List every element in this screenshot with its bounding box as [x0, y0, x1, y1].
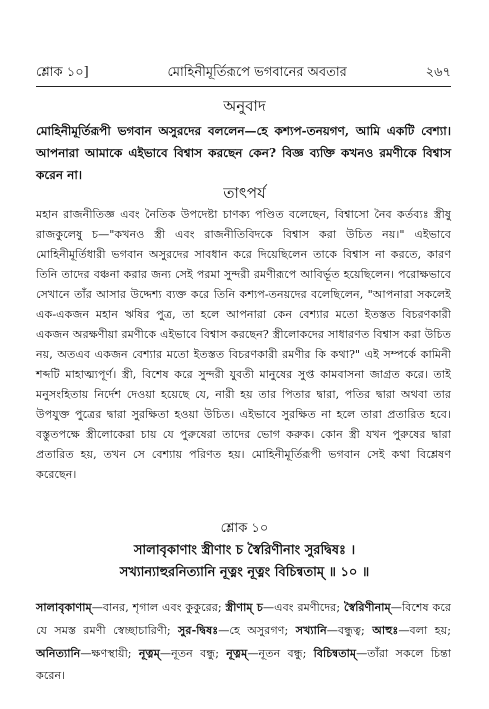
synonym-meaning: —এবং রমণীদের; [262, 601, 344, 614]
purport-text: মহান রাজনীতিজ্ঞ এবং নৈতিক উপদেষ্টা চাণক্য পণ্ডিত বলেছেন, বিশ্বাসো নৈব কর্তব্যঃ স্ত্রীষু রাজকুলেষু চ—"কখনও স্ত্রী এবং রাজনীতিবিদকে বিশ্বাস করা উচিত নয়।" এইভাবে মোহিনীমূর্তিধারী ভগবান অসুরদের সাবধান করে দিয়েছিলেন তাকে বিশ্বাস না করতে, কারণ তিনি তাদের বঞ্চনা করার জন্য সেই পরমা সুন্দরী রমণীরূপে আবির্ভূত হয়েছিলেন। পরোক্ষভাবে সেখানে তাঁর আসার উদ্দেশ্য ব্যক্ত করে তিনি কশ্যপ-তনয়দের বলেছিলেন, "আপনারা সকলেই এক-একজন মহান ঋষির পুত্র, তা হলে আপনারা কেন বেশ্যার মতো ইতস্তত বিচরণকারী একজন অরক্ষণীয়া রমণীকে এইভাবে বিশ্বাস করছেন? স্ত্রীলোকদের সাধারণত বিশ্বাস করা উচিত নয়, অতএব একজন বেশ্যার মতো ইতস্তত বিচরণকারী রমণীর কি কথা?" এই সম্পর্কে কামিনী শব্দটি মাহাত্ম্যপূর্ণ। স্ত্রী, বিশেষ করে সুন্দরী যুবতী মানুষের সুপ্ত কামবাসনা জাগ্রত করে। তাই মনুসংহিতায় নির্দেশ দেওয়া হয়েছে যে, নারী হয় তার পিতার দ্বারা, পতির দ্বারা অথবা তার উপযুক্ত পুত্রের দ্বারা সুরক্ষিতা হওয়া উচিত। এইভাবে সুরক্ষিত না হলে তারা প্রতারিত হবে। বস্তুতপক্ষে স্ত্রীলোকেরা চায় যে পুরুষেরা তাদের ভোগ করুক। কোন স্ত্রী যখন পুরুষের দ্বারা প্রতারিত হয়, তখন সে বেশ্যায় পরিণত হয়। মোহিনীমূর্তিরূপী ভগবান সেই কথা বিশ্লেষণ করেছেন। [36, 208, 451, 481]
synonym-term: আহুঃ [372, 623, 399, 637]
translation-heading: অনুবাদ [223, 97, 266, 115]
header-chapter-title: মোহিনীমূর্তিরূপে ভগবানের অবতার [167, 64, 347, 80]
synonym-meaning: —বিশেষ করে যে সমস্ত রমণী স্বেচ্ছাচারিণী; [36, 601, 451, 637]
verse-line-1: সালাবৃকাণাং স্ত্রীণাং চ স্বৈরিণীনাং সুরদ্বিষঃ । [133, 543, 356, 558]
synonym-meaning: —বন্ধুত্ব; [326, 624, 373, 637]
header-divider [36, 86, 451, 87]
header-verse-ref: শ্লোক ১০] [36, 64, 89, 80]
synonym-term: স্ত্রীণাম্ চ [225, 600, 263, 614]
synonym-term: নূত্নম্ [138, 646, 160, 660]
verse-line-2: সখ্যান্যাহুরনিত্যানি নূত্নং নূত্নং বিচিন্বতাম্ ॥ ১০ ॥ [119, 565, 370, 580]
synonym-term: সুর-দ্বিষঃ [178, 623, 219, 637]
translation-text: মোহিনীমূর্তিরূপী ভগবান অসুরদের বললেন—হে কশ্যপ-তনয়গণ, আমি একটি বেশ্যা। আপনারা আমাকে এইভাবে বিশ্বাস করছেন কেন? বিজ্ঞ ব্যক্তি কখনও রমণীকে বিশ্বাস করেন না। [36, 124, 451, 182]
verse-heading: শ্লোক ১০ [220, 521, 269, 536]
page-number: ২৬৭ [425, 64, 451, 80]
synonym-meaning: —বানর, শৃগাল এবং কুকুরের; [91, 601, 226, 614]
synonym-term: সালাবৃকাণাম্ [36, 600, 92, 614]
synonym-meaning: —নূতন বন্ধু; [247, 647, 314, 660]
synonym-meaning: —তাঁরা সকলে চিন্তা করেন। [36, 647, 452, 682]
synonym-term: বিচিন্বতাম্ [313, 646, 357, 660]
synonym-term: অনিত্যানি [36, 646, 81, 660]
synonym-meaning: —নূতন বন্ধু; [159, 647, 227, 660]
synonym-meaning: —ক্ষণস্থায়ী; [80, 647, 139, 660]
word-for-word-synonyms [36, 596, 451, 687]
synonym-meaning: —হে অসুরগণ; [218, 624, 296, 637]
synonym-term: সখ্যানি [295, 623, 327, 637]
synonym-meaning: —বলা হয়; [398, 624, 451, 637]
synonym-term: নূত্নম্ [226, 646, 248, 660]
purport-heading: তাৎপর্য [223, 184, 266, 202]
synonym-term: স্বৈরিণীনাম্ [343, 600, 391, 614]
running-header [36, 62, 451, 84]
